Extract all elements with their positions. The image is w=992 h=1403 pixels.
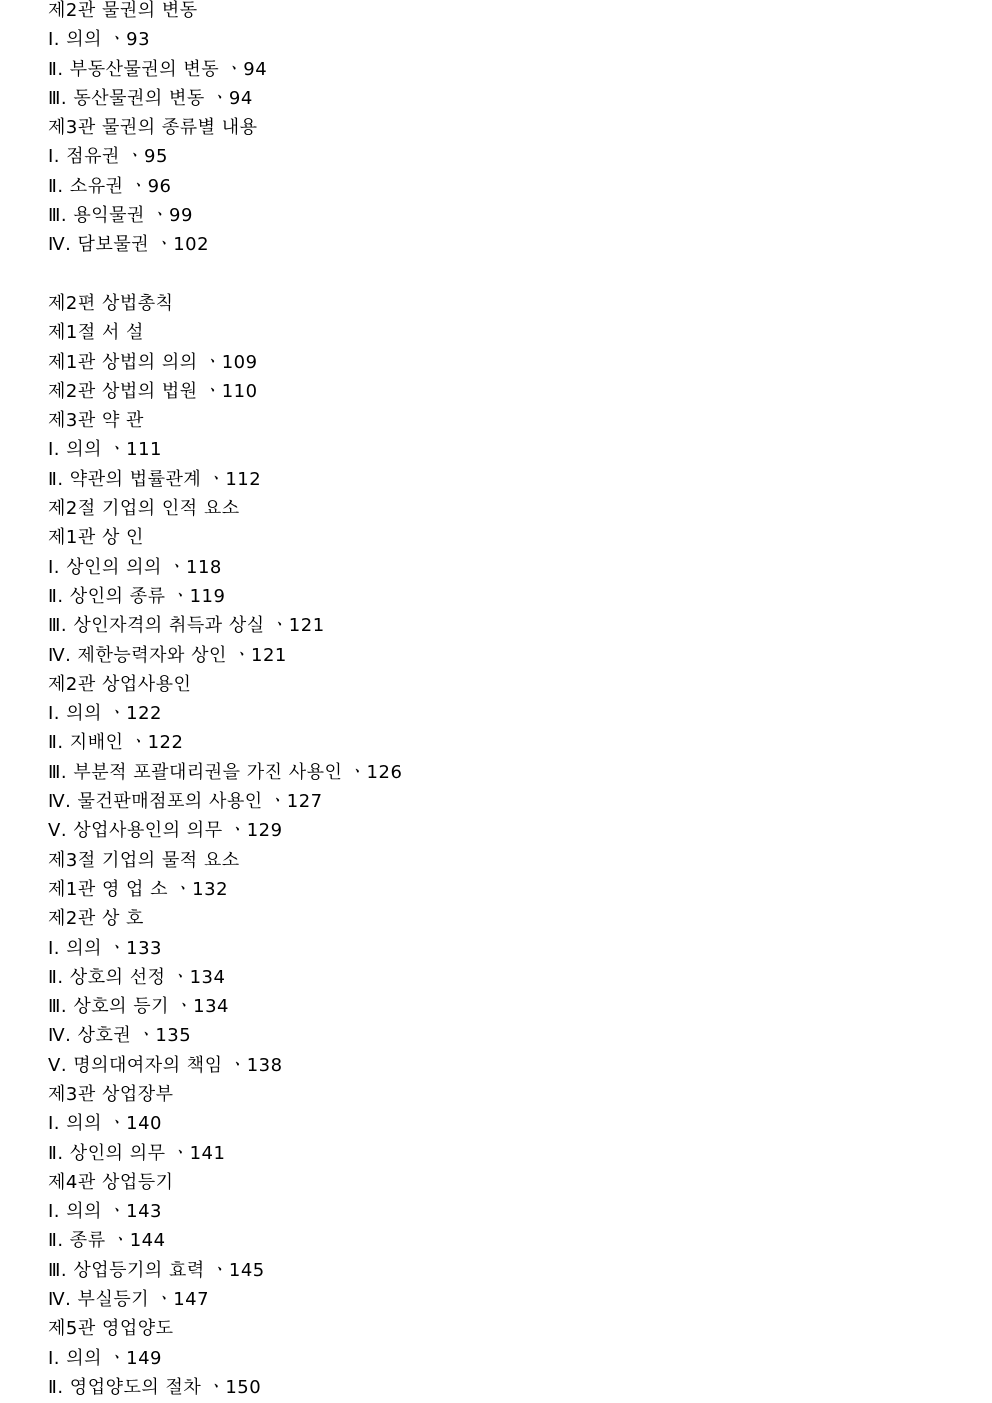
toc-line: Ⅳ. 상호권 ㆍ135 [48,1025,192,1047]
toc-line: 제1관 상법의 의의 ㆍ109 [48,351,258,373]
toc-line: Ⅳ. 담보물권 ㆍ102 [48,234,210,256]
toc-line: 제3절 기업의 물적 요소 [48,849,240,871]
toc-line: Ⅳ. 물건판매점포의 사용인 ㆍ127 [48,791,323,813]
toc-line: 제2관 상법의 법원 ㆍ110 [48,380,258,402]
toc-line: Ⅰ. 의의 ㆍ93 [48,29,151,51]
toc-line: 제3관 상업장부 [48,1083,174,1105]
toc-line: 제1절 서 설 [48,322,144,344]
toc-line: Ⅰ. 상인의 의의 ㆍ118 [48,556,222,578]
toc-line: Ⅰ. 의의 ㆍ140 [48,1113,162,1135]
toc-line: 제5관 영업양도 [48,1318,174,1340]
toc-line: Ⅰ. 점유권 ㆍ95 [48,146,168,168]
table-of-contents [48,0,968,1402]
toc-line: Ⅰ. 의의 ㆍ143 [48,1201,162,1223]
toc-line: Ⅴ. 명의대여자의 책임 ㆍ138 [48,1054,283,1076]
toc-line: Ⅴ. 상업사용인의 의무 ㆍ129 [48,820,283,842]
toc-line: Ⅱ. 상인의 의무 ㆍ141 [48,1142,226,1164]
toc-line: 제4관 상업등기 [48,1171,174,1193]
toc-line: 제3관 약 관 [48,410,144,432]
toc-line: 제1관 상 인 [48,527,144,549]
toc-line: Ⅱ. 상인의 종류 ㆍ119 [48,585,226,607]
toc-line: Ⅳ. 제한능력자와 상인 ㆍ121 [48,644,287,666]
toc-line: Ⅱ. 상호의 선정 ㆍ134 [48,966,226,988]
toc-line: Ⅲ. 상인자격의 취득과 상실 ㆍ121 [48,615,325,637]
toc-line: Ⅰ. 의의 ㆍ133 [48,937,162,959]
toc-line: Ⅱ. 약관의 법률관계 ㆍ112 [48,468,262,490]
toc-blank-line [48,260,968,289]
toc-line: 제2절 기업의 인적 요소 [48,498,240,520]
toc-line: Ⅱ. 부동산물권의 변동 ㆍ94 [48,58,268,80]
toc-line: Ⅲ. 동산물권의 변동 ㆍ94 [48,87,253,109]
toc-line: 제3관 물권의 종류별 내용 [48,117,258,139]
toc-line: Ⅳ. 부실등기 ㆍ147 [48,1289,210,1311]
toc-line: Ⅰ. 의의 ㆍ111 [48,439,162,461]
toc-line: Ⅰ. 의의 ㆍ149 [48,1347,162,1369]
toc-line: 제2관 상업사용인 [48,673,192,695]
toc-line: Ⅲ. 상호의 등기 ㆍ134 [48,996,229,1018]
toc-line: Ⅲ. 부분적 포괄대리권을 가진 사용인 ㆍ126 [48,761,403,783]
toc-line: 제2관 상 호 [48,908,144,930]
toc-line: Ⅲ. 용익물권 ㆍ99 [48,205,193,227]
toc-line: Ⅱ. 종류 ㆍ144 [48,1230,166,1252]
toc-line: 제1관 영 업 소 ㆍ132 [48,878,229,900]
toc-line: 제2관 물권의 변동 [48,0,198,21]
toc-line: Ⅱ. 소유권 ㆍ96 [48,175,172,197]
toc-line: Ⅲ. 상업등기의 효력 ㆍ145 [48,1259,265,1281]
toc-line: Ⅰ. 의의 ㆍ122 [48,703,162,725]
toc-line: Ⅱ. 지배인 ㆍ122 [48,732,184,754]
toc-line: 제2편 상법총칙 [48,292,174,314]
toc-line: Ⅱ. 영업양도의 절차 ㆍ150 [48,1376,262,1398]
